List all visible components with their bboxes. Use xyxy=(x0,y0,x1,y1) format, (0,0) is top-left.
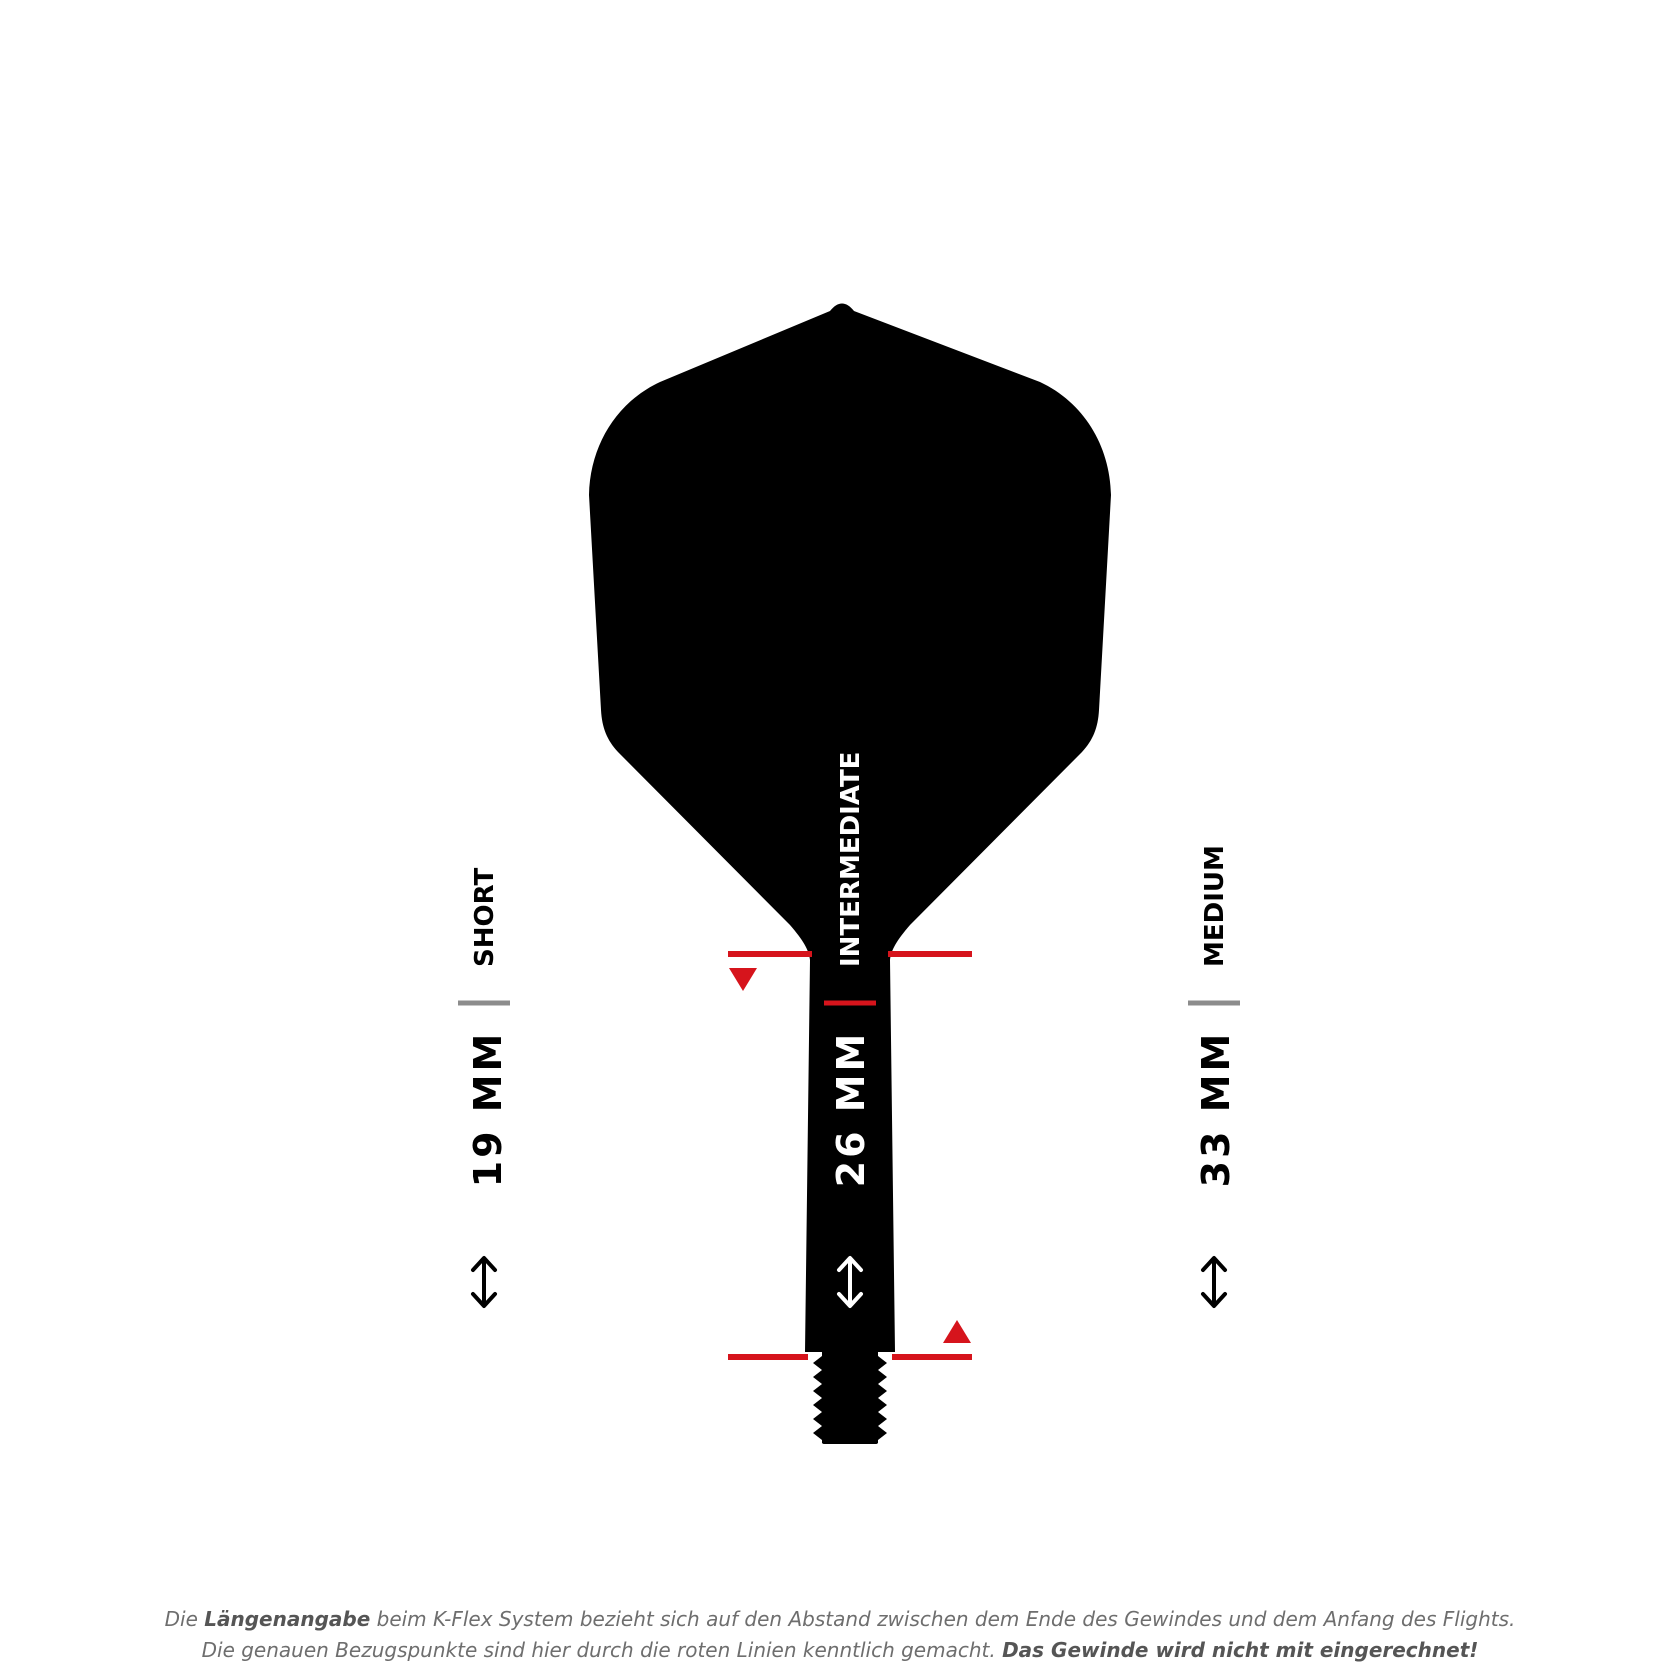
shaft-thread xyxy=(813,1352,887,1444)
triangle-down-icon xyxy=(729,968,757,991)
short-name-label: SHORT xyxy=(470,867,500,967)
caption-emphasis: Längenangabe xyxy=(204,1607,371,1631)
caption-text: beim K-Flex System bezieht sich auf den Abstand zwischen dem Ende des Gewindes und dem Anfang des Flights. xyxy=(370,1607,1516,1631)
double-vertical-arrow-icon xyxy=(473,1258,495,1306)
caption-text: Die xyxy=(164,1607,205,1631)
caption-emphasis: Das Gewinde wird nicht mit eingerechnet! xyxy=(1002,1638,1479,1662)
thread-tip xyxy=(822,1438,878,1444)
thread-core xyxy=(822,1352,878,1443)
intermediate-size-label: 26 MM xyxy=(829,1030,873,1188)
double-vertical-arrow-icon xyxy=(1203,1258,1225,1306)
medium-name-label: MEDIUM xyxy=(1200,845,1230,967)
medium-size-label: 33 MM xyxy=(1194,1030,1238,1188)
triangle-up-icon xyxy=(943,1320,971,1343)
caption-line-1 xyxy=(0,1604,1680,1635)
caption-line-2 xyxy=(0,1635,1680,1666)
column-short xyxy=(466,868,510,1306)
caption xyxy=(0,1604,1680,1666)
caption-text: Die genauen Bezugspunkte sind hier durch die roten Linien kenntlich gemacht. xyxy=(201,1638,1003,1662)
thread-teeth-left xyxy=(813,1356,822,1440)
thread-teeth-right xyxy=(878,1356,887,1440)
intermediate-name-label: INTERMEDIATE xyxy=(836,751,866,967)
column-medium xyxy=(1194,845,1238,1306)
short-size-label: 19 MM xyxy=(466,1030,510,1188)
